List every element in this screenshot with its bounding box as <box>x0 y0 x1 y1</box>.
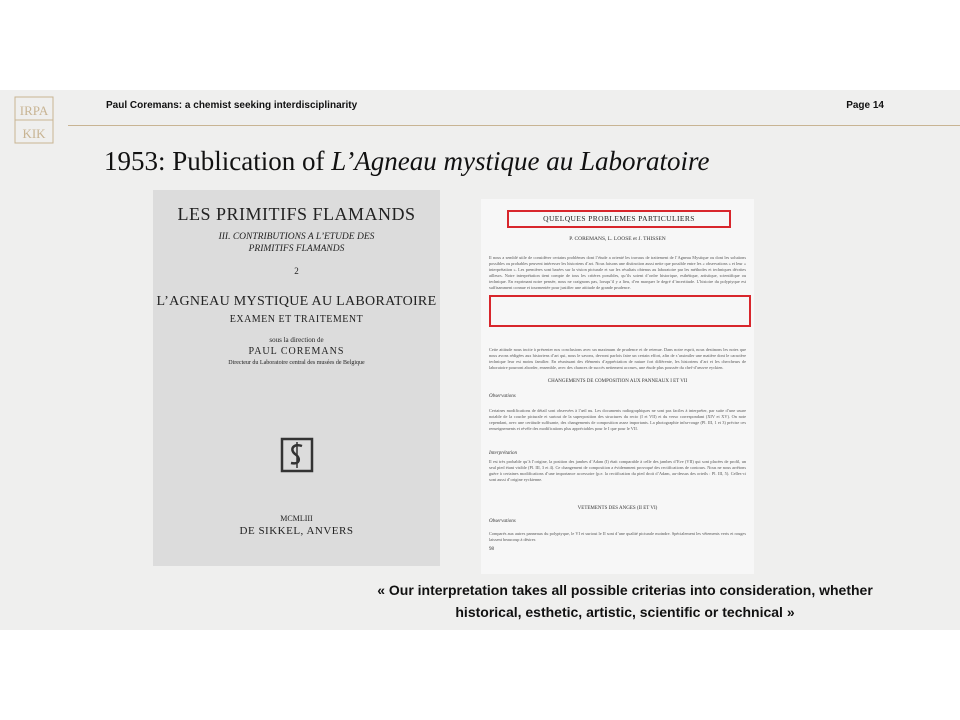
cover-direction: sous la direction de <box>269 336 324 344</box>
slide-title <box>104 146 709 177</box>
article-heading: QUELQUES PROBLEMES PARTICULIERS <box>507 210 731 228</box>
article-section-heading-2: VETEMENTS DES ANGES (II ET VI) <box>577 506 658 511</box>
article-paragraph-2: Cette attitude nous incite à présenter nos conclusions avec un maximum de prudence et de retenue. Dans notre esprit, nous destinons les notes que nous avons rédigées aux historiens d’art qui, nous le savons, devront parfois faire un certain effort, afin de s’assimiler une matière dont le caractère technique leur est moins familier. En réunissant des éléments d’appréciation de nature fort différente, les historiens d’art et les chercheurs de laboratoire pourront aborder, ensemble, avec des chances de succès nettement accrues, une étude plus poussée du chef-d’œuvre eyckien. <box>489 347 746 371</box>
slide-title-book: L’Agneau mystique au Laboratoire <box>331 146 710 176</box>
logo-text-bottom: KIK <box>22 126 46 141</box>
cover-year: MCMLIII <box>280 514 313 523</box>
quote-line-2: historical, esthetic, artistic, scientific or technical » <box>455 604 795 620</box>
cover-author-role: Directeur du Laboratoire central des musées de Belgique <box>228 360 365 366</box>
logo-text-top: IRPA <box>19 103 49 118</box>
article-paragraph-3: Certaines modifications de détail sont observées à l’œil nu. Les documents radiographiques ne sont pas faciles à interpréter, par suite d’une usure notable de la couche picturale et surtout de la superposition des structures du recto (I et VII) et du verso correspondant (XIV et XV). On note cependant, avec une certitude suffisante, des changements de composition assez importants. La photographie infra-rouge (Pl. III, 1 et 3) précise ces renseignements et révèle des modifications plus appréciables pour le I que pour le VII. <box>489 408 746 432</box>
article-paragraph-4: Il est très probable qu’à l’origine, la position des jambes d’Adam (I) était comparable à celle des jambes d’Eve (VII) qui sont placées de profil, un seul pied étant visible (Pl. III, 3 et 4). Ce changement de composition a évidemment provoqué des rectifications de contours. Nous ne nous arrêtons guère à certaines modifications d’une importance accessoire (p.e. la rectification du pied droit d’Adam, au-dessus des orteils : Pl. III, 5). Celles-ci sont aussi d’origine eyckienne. <box>489 459 746 483</box>
article-authors: P. COREMANS, L. LOOSE et J. THISSEN <box>569 236 666 242</box>
book-cover-image <box>153 190 440 566</box>
cover-publisher: DE SIKKEL, ANVERS <box>239 525 354 537</box>
article-subheading-observations: Observations <box>489 394 516 399</box>
cover-title: L’AGNEAU MYSTIQUE AU LABORATOIRE <box>156 294 437 309</box>
page-label: Page 14 <box>846 100 884 111</box>
cover-subtitle: EXAMEN ET TRAITEMENT <box>229 314 364 325</box>
quote-line-1: « Our interpretation takes all possible criterias into consideration, whether <box>377 582 873 598</box>
slide-title-prefix: 1953: Publication of <box>104 146 332 176</box>
publisher-emblem-icon <box>280 437 314 473</box>
article-page-image <box>481 199 754 574</box>
irpa-kik-logo <box>14 96 54 144</box>
cover-author: PAUL COREMANS <box>248 346 345 357</box>
deck-title: Paul Coremans: a chemist seeking interdisciplinarity <box>106 100 358 111</box>
article-subheading-observations-2: Observations <box>489 519 516 524</box>
article-paragraph-5: Comparés aux autres panneaux du polyptyque, le VI et surtout le II sont d’une qualité picturale moindre. Spécialement les vêtements verts et rouges laissent beaucoup à désirer. <box>489 531 746 543</box>
article-page-number: 98 <box>489 547 494 552</box>
cover-subseries-line1: III. CONTRIBUTIONS A L’ETUDE DES <box>218 232 375 242</box>
cover-subseries-line2: PRIMITIFS FLAMANDS <box>248 244 345 254</box>
header-divider <box>68 125 960 126</box>
article-paragraph-1: Il nous a semblé utile de considérer certains problèmes dont l’étude a orienté les travaux de traitement de l’Agneau Mystique ou dont les solutions possibles ou probables peuvent intéresser les historiens d’art. Nous faisons une distinction aussi nette que possible entre les « observations » et leur « interprétation ». Les premières sont basées sur la vision picturale et sur les résultats obtenus au laboratoire par les méthodes et techniques décrites ailleurs. Notre interprétation tient compte de tous les critères possibles, qu’ils soient d’ordre historique, esthétique, artistique, scientifique ou technique. En exprimant notre pensée, nous ne craignons pas, lorsqu’il y a lieu, d’en marquer le degré d’incertitude. L’histoire du polyptyque est suffisamment connue et tourmentée pour justifier une attitude de grande prudence. <box>489 255 746 291</box>
cover-volume: 2 <box>294 266 299 276</box>
logo-mark <box>14 96 54 144</box>
article-subheading-interpretation: Interprétation <box>489 451 518 456</box>
article-section-heading-1: CHANGEMENTS DE COMPOSITION AUX PANNEAUX I ET VII <box>547 379 688 384</box>
cover-series: LES PRIMITIFS FLAMANDS <box>177 204 416 224</box>
quote-caption <box>300 579 950 623</box>
highlight-box <box>489 295 751 327</box>
